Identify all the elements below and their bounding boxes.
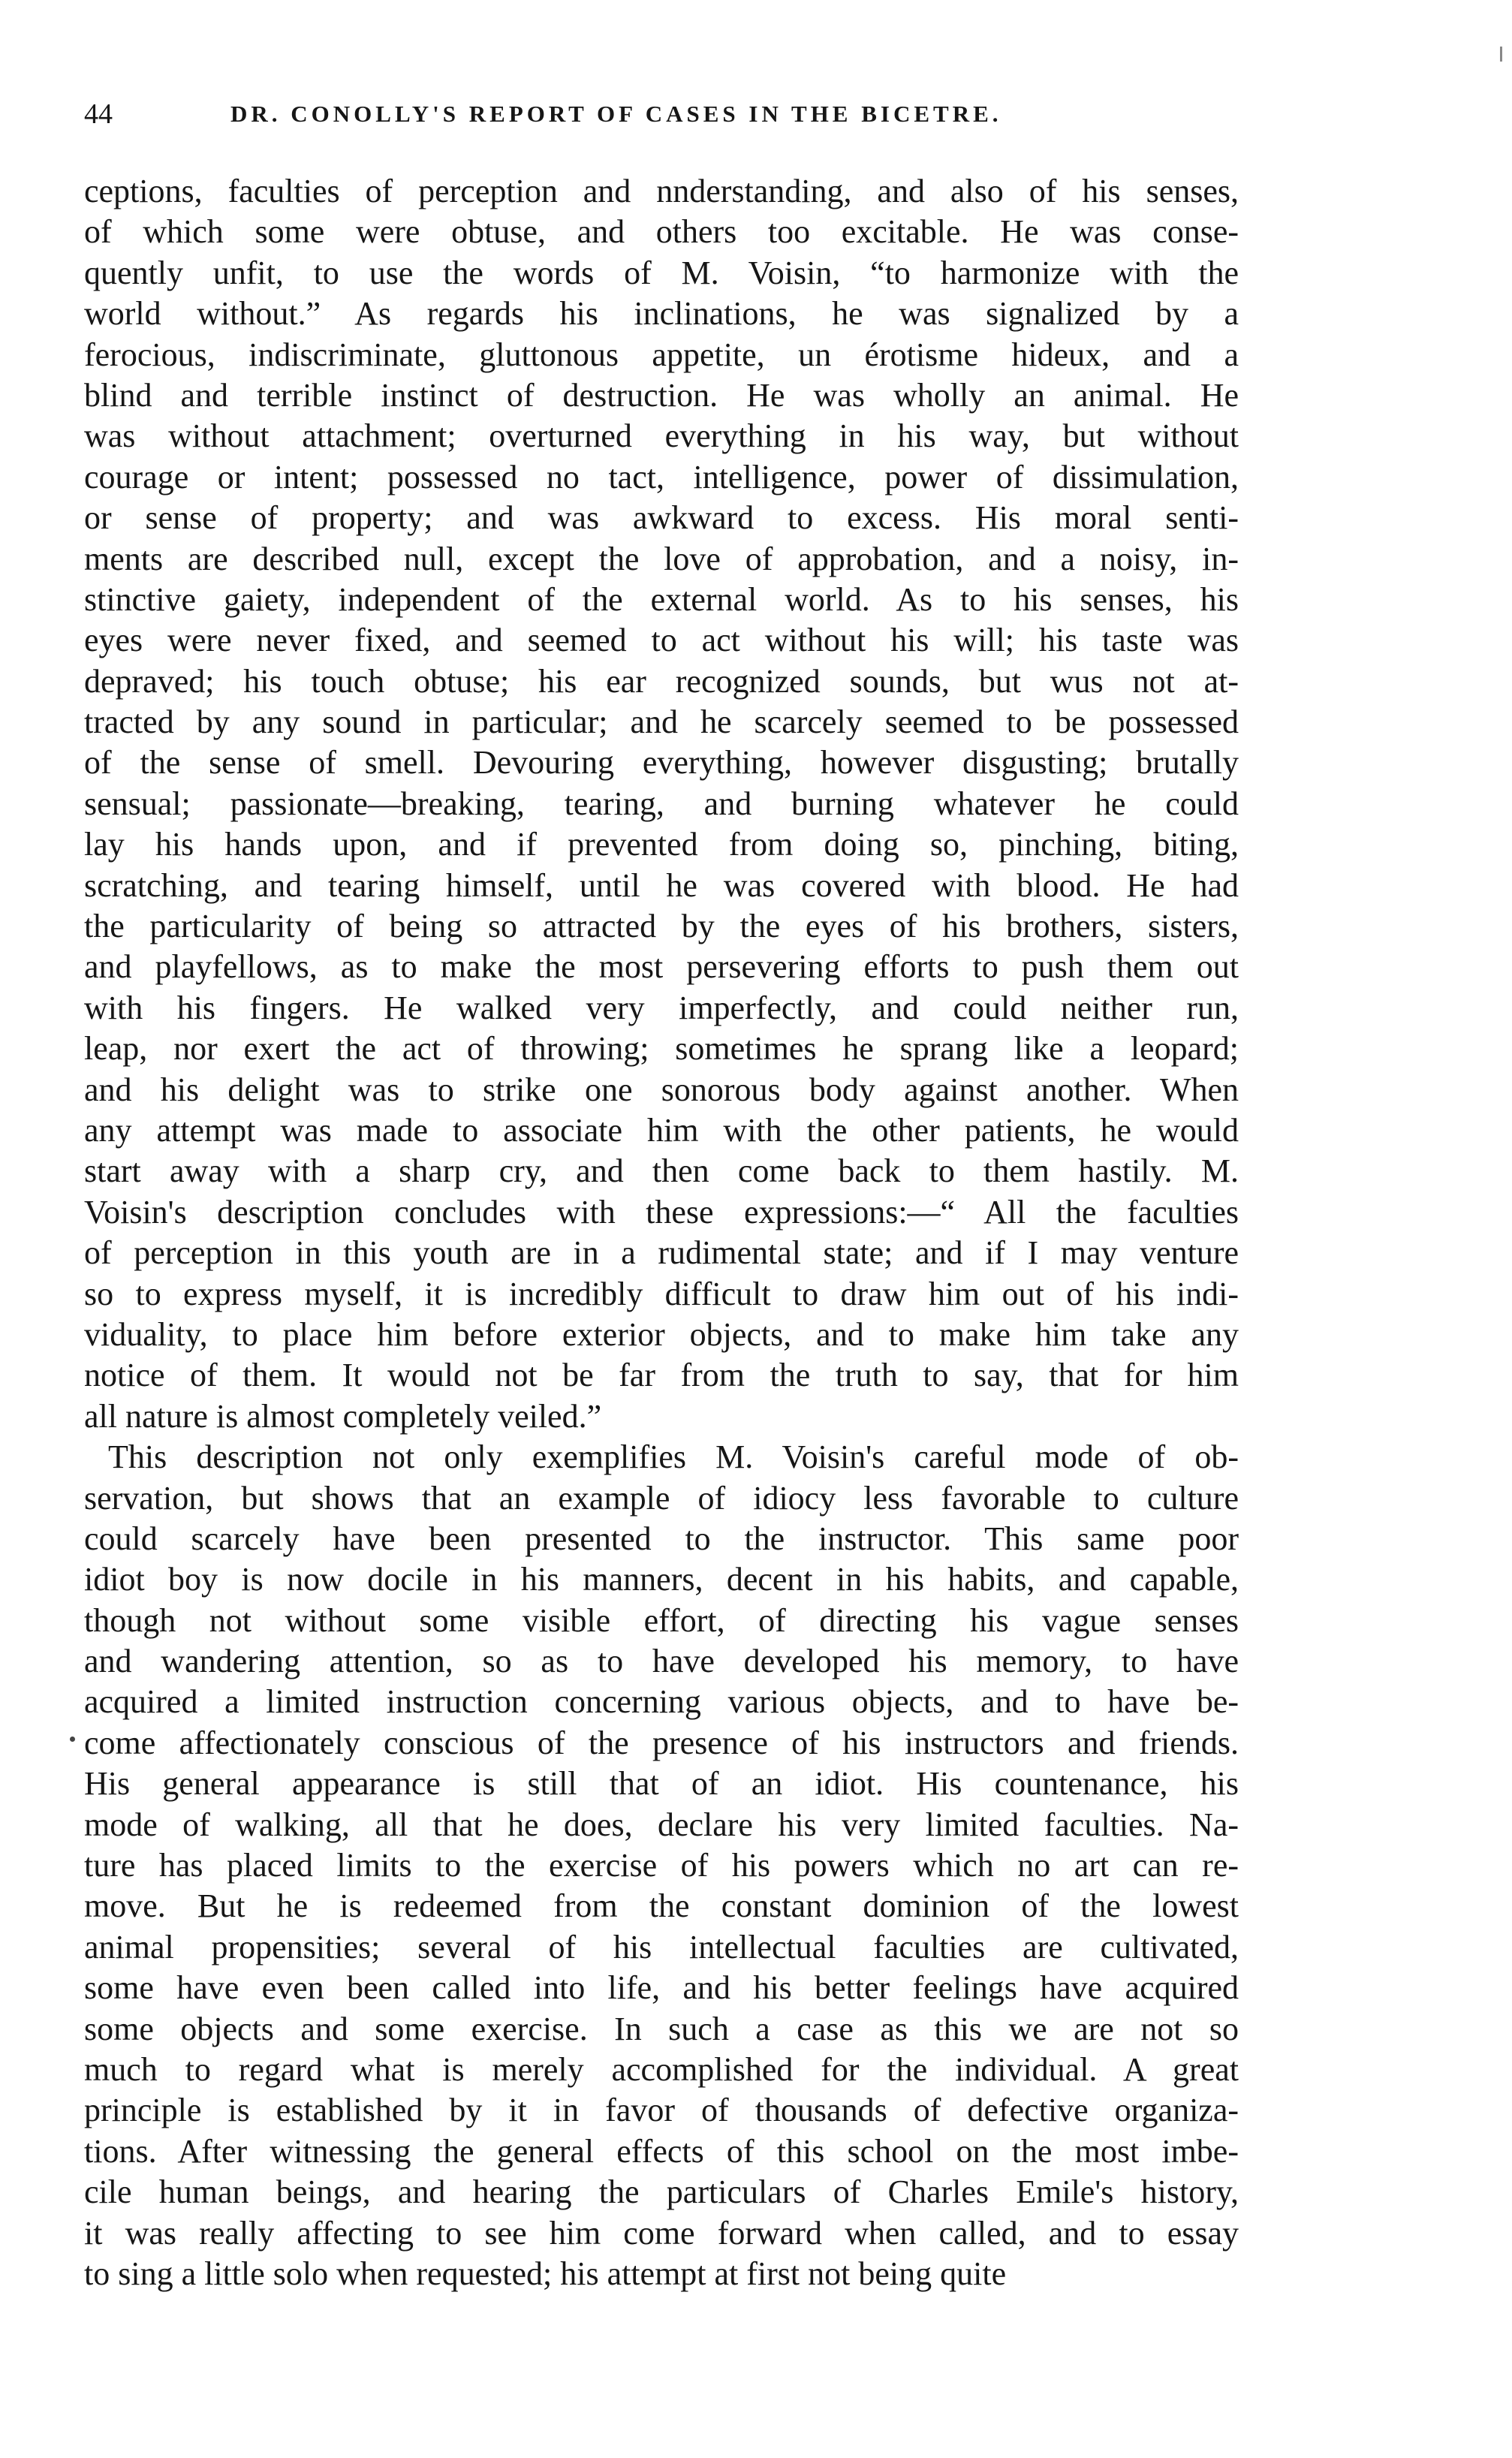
text-line: mode of walking, all that he does, declare his very limited faculties. Na-	[84, 1806, 1239, 1843]
text-line: sensual; passionate—breaking, tearing, and burning whatever he could	[84, 785, 1239, 822]
body-text	[84, 171, 1239, 2294]
text-line: leap, nor exert the act of throwing; sometimes he sprang like a leopard;	[84, 1030, 1239, 1068]
text-line: ferocious, indiscriminate, gluttonous appetite, un érotisme hideux, and a	[84, 336, 1239, 373]
text-line: or sense of property; and was awkward to excess. His moral senti-	[84, 499, 1239, 537]
margin-mark	[70, 1737, 75, 1742]
text-line: and wandering attention, so as to have developed his memory, to have	[84, 1643, 1239, 1680]
page-number: 44	[84, 98, 113, 130]
text-line: much to regard what is merely accomplished for the individual. A great	[84, 2050, 1239, 2088]
paragraph-2	[84, 1437, 1239, 2294]
text-line: some objects and some exercise. In such a case as this we are not so	[84, 2010, 1239, 2047]
text-line: blind and terrible instinct of destruction. He was wholly an animal. He	[84, 376, 1239, 414]
text-line: principle is established by it in favor of thousands of defective organiza-	[84, 2092, 1239, 2129]
text-line: tracted by any sound in particular; and he scarcely seemed to be possessed	[84, 703, 1239, 741]
text-line: scratching, and tearing himself, until he was covered with blood. He had	[84, 866, 1239, 904]
scan-edge-mark	[1500, 47, 1502, 62]
text-line: it was really affecting to see him come forward when called, and to essay	[84, 2214, 1239, 2252]
text-line: move. But he is redeemed from the constant dominion of the lowest	[84, 1887, 1239, 1925]
text-line: and his delight was to strike one sonorous body against another. When	[84, 1071, 1239, 1108]
text-line: some have even been called into life, and his better feelings have acquired	[84, 1969, 1239, 2007]
text-line: to sing a little solo when requested; his attempt at first not being quite	[84, 2255, 1007, 2292]
text-line: notice of them. It would not be far from the truth to say, that for him	[84, 1357, 1239, 1394]
text-line: all nature is almost completely veiled.”	[84, 1397, 602, 1435]
text-line: servation, but shows that an example of idiocy less favorable to culture	[84, 1479, 1239, 1517]
text-line: quently unfit, to use the words of M. Voisin, “to harmonize with the	[84, 254, 1239, 291]
text-line: any attempt was made to associate him with the other patients, he would	[84, 1111, 1239, 1149]
text-line: of which some were obtuse, and others too excitable. He was conse-	[84, 213, 1239, 251]
text-line: His general appearance is still that of an idiot. His countenance, his	[84, 1765, 1239, 1803]
text-line: the particularity of being so attracted by the eyes of his brothers, sisters,	[84, 908, 1239, 945]
text-line: ture has placed limits to the exercise of his powers which no art can re-	[84, 1847, 1239, 1884]
paragraph-1	[84, 171, 1239, 1437]
text-line: ceptions, faculties of perception and nnderstanding, and also of his senses,	[84, 173, 1239, 209]
text-line: of perception in this youth are in a rudimental state; and if I may venture	[84, 1234, 1239, 1272]
text-line: start away with a sharp cry, and then come back to them hastily. M.	[84, 1152, 1239, 1190]
text-line: idiot boy is now docile in his manners, decent in his habits, and capable,	[84, 1561, 1239, 1598]
text-line: cile human beings, and hearing the particulars of Charles Emile's history,	[84, 2173, 1239, 2211]
page-header	[84, 92, 1285, 137]
text-line: so to express myself, it is incredibly difficult to draw him out of his indi-	[84, 1275, 1239, 1312]
text-line: world without.” As regards his inclinations, he was signalized by a	[84, 295, 1239, 333]
text-line: viduality, to place him before exterior objects, and to make him take any	[84, 1315, 1239, 1353]
text-line: with his fingers. He walked very imperfectly, and could neither run,	[84, 989, 1239, 1026]
text-line: eyes were never fixed, and seemed to act without his will; his taste was	[84, 622, 1239, 659]
text-line: come affectionately conscious of the presence of his instructors and friends.	[84, 1724, 1239, 1761]
text-line: Voisin's description concludes with these expressions:—“ All the faculties	[84, 1193, 1239, 1231]
text-line: though not without some visible effort, of directing his vague senses	[84, 1601, 1239, 1639]
text-line: ments are described null, except the love of approbation, and a noisy, in-	[84, 540, 1239, 577]
text-line: tions. After witnessing the general effects of this school on the most imbe-	[84, 2132, 1239, 2170]
text-line: of the sense of smell. Devouring everything, however disgusting; brutally	[84, 744, 1239, 782]
text-line: stinctive gaiety, independent of the external world. As to his senses, his	[84, 580, 1239, 618]
text-line: lay his hands upon, and if prevented from doing so, pinching, biting,	[84, 826, 1239, 863]
text-line: courage or intent; possessed no tact, intelligence, power of dissimulation,	[84, 458, 1239, 496]
text-line: was without attachment; overturned everything in his way, but without	[84, 417, 1239, 455]
text-line: and playfellows, as to make the most persevering efforts to push them out	[84, 948, 1239, 986]
text-line: This description not only exemplifies M. Voisin's careful mode of ob-	[108, 1438, 1239, 1476]
text-line: could scarcely have been presented to the instructor. This same poor	[84, 1520, 1239, 1557]
text-line: depraved; his touch obtuse; his ear recognized sounds, but wus not at-	[84, 662, 1239, 700]
text-line: animal propensities; several of his intellectual faculties are cultivated,	[84, 1928, 1239, 1965]
text-line: acquired a limited instruction concerning various objects, and to have be-	[84, 1683, 1239, 1721]
running-title: DR. CONOLLY'S REPORT OF CASES IN THE BICETRE.	[230, 101, 1002, 127]
